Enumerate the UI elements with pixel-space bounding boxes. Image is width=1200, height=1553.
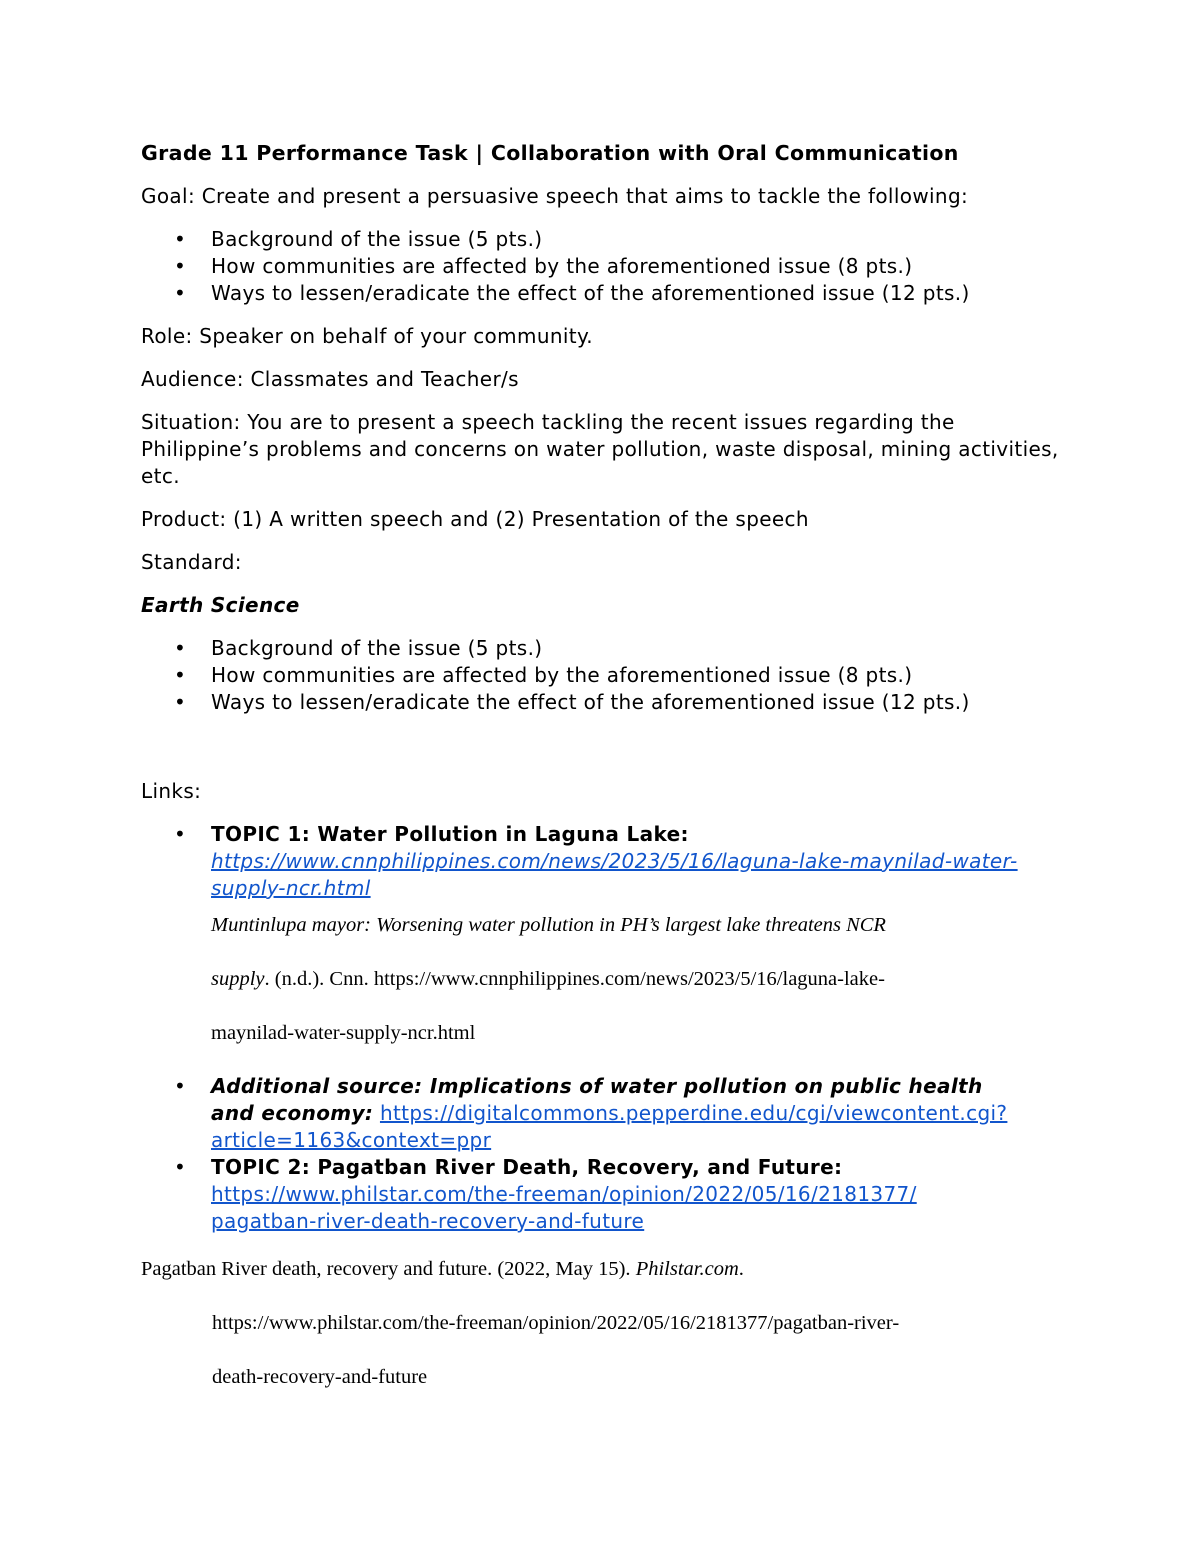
bullet-icon: • bbox=[174, 636, 187, 660]
product-text: Product: (1) A written speech and (2) Presentation of the speech bbox=[141, 507, 809, 531]
document-body bbox=[141, 140, 1071, 1235]
list-item: • Background of the issue (5 pts.) bbox=[174, 227, 543, 251]
spacer bbox=[141, 732, 1071, 778]
earth-science-heading: Earth Science bbox=[141, 593, 300, 617]
list-item-additional-source: • Additional source: Implications of water pollution on public health and economy: https://digitalcommons.pepperdine.edu/cgi/viewcontent.cgi? article=1163&context=ppr bbox=[174, 1074, 1008, 1152]
bullet-icon: • bbox=[174, 822, 187, 846]
topic-1-citation: Muntinlupa mayor: Worsening water pollution in PH’s largest lake threatens NCR supply. (n.d.). Cnn. https://www.cnnphilippines.com/news/2023/5/16/laguna-lake- maynilad-water-supply-ncr.html bbox=[211, 914, 886, 1044]
topic-2-link[interactable]: https://www.philstar.com/the-freeman/opinion/2022/05/16/2181377/ pagatban-river-death-recovery-and-future bbox=[211, 1182, 917, 1233]
audience-text: Audience: Classmates and Teacher/s bbox=[141, 367, 519, 391]
goal-text: Goal: Create and present a persuasive speech that aims to tackle the following: bbox=[141, 184, 969, 208]
topic-1-link[interactable]: https://www.cnnphilippines.com/news/2023/5/16/laguna-lake-maynilad-water- supply-ncr.html bbox=[211, 849, 1018, 900]
standard-list bbox=[141, 635, 1071, 716]
standard-label: Standard: bbox=[141, 550, 242, 574]
links-list bbox=[141, 821, 1071, 1235]
situation-text: Situation: You are to present a speech tackling the recent issues regarding the Philippine’s problems and concerns on water pollution, waste disposal, mining activities, etc. bbox=[141, 410, 1059, 488]
topic-2-citation: Pagatban River death, recovery and future. (2022, May 15). Philstar.com. https://www.philstar.com/the-freeman/opinion/2022/05/16/2181377/pagatban-river- death-recovery-and-future bbox=[141, 1258, 900, 1388]
list-item: • Ways to lessen/eradicate the effect of the aforementioned issue (12 pts.) bbox=[174, 281, 970, 305]
bullet-icon: • bbox=[174, 254, 187, 278]
bullet-icon: • bbox=[174, 1074, 187, 1098]
goal-list bbox=[141, 226, 1071, 307]
topic-2-label: TOPIC 2: Pagatban River Death, Recovery, and Future: bbox=[211, 1155, 843, 1179]
bullet-icon: • bbox=[174, 227, 187, 251]
topic-1-label: TOPIC 1: Water Pollution in Laguna Lake: bbox=[211, 822, 689, 846]
list-item: • Ways to lessen/eradicate the effect of the aforementioned issue (12 pts.) bbox=[174, 690, 970, 714]
role-text: Role: Speaker on behalf of your community. bbox=[141, 324, 594, 348]
bullet-icon: • bbox=[174, 281, 187, 305]
bullet-icon: • bbox=[174, 690, 187, 714]
additional-source-label: Additional source: Implications of water pollution on public health bbox=[211, 1074, 983, 1098]
list-item: • How communities are affected by the aforementioned issue (8 pts.) bbox=[174, 663, 913, 687]
bullet-icon: • bbox=[174, 1155, 187, 1179]
additional-source-link[interactable]: https://digitalcommons.pepperdine.edu/cgi/viewcontent.cgi? article=1163&context=ppr bbox=[211, 1101, 1008, 1152]
document-title: Grade 11 Performance Task | Collaboration with Oral Communication bbox=[141, 141, 959, 165]
bullet-icon: • bbox=[174, 663, 187, 687]
list-item-topic-1 bbox=[141, 821, 1071, 1047]
list-item: • How communities are affected by the aforementioned issue (8 pts.) bbox=[174, 254, 913, 278]
list-item: • Background of the issue (5 pts.) bbox=[174, 636, 543, 660]
links-label: Links: bbox=[141, 779, 202, 803]
list-item-topic-2 bbox=[141, 1154, 1071, 1235]
